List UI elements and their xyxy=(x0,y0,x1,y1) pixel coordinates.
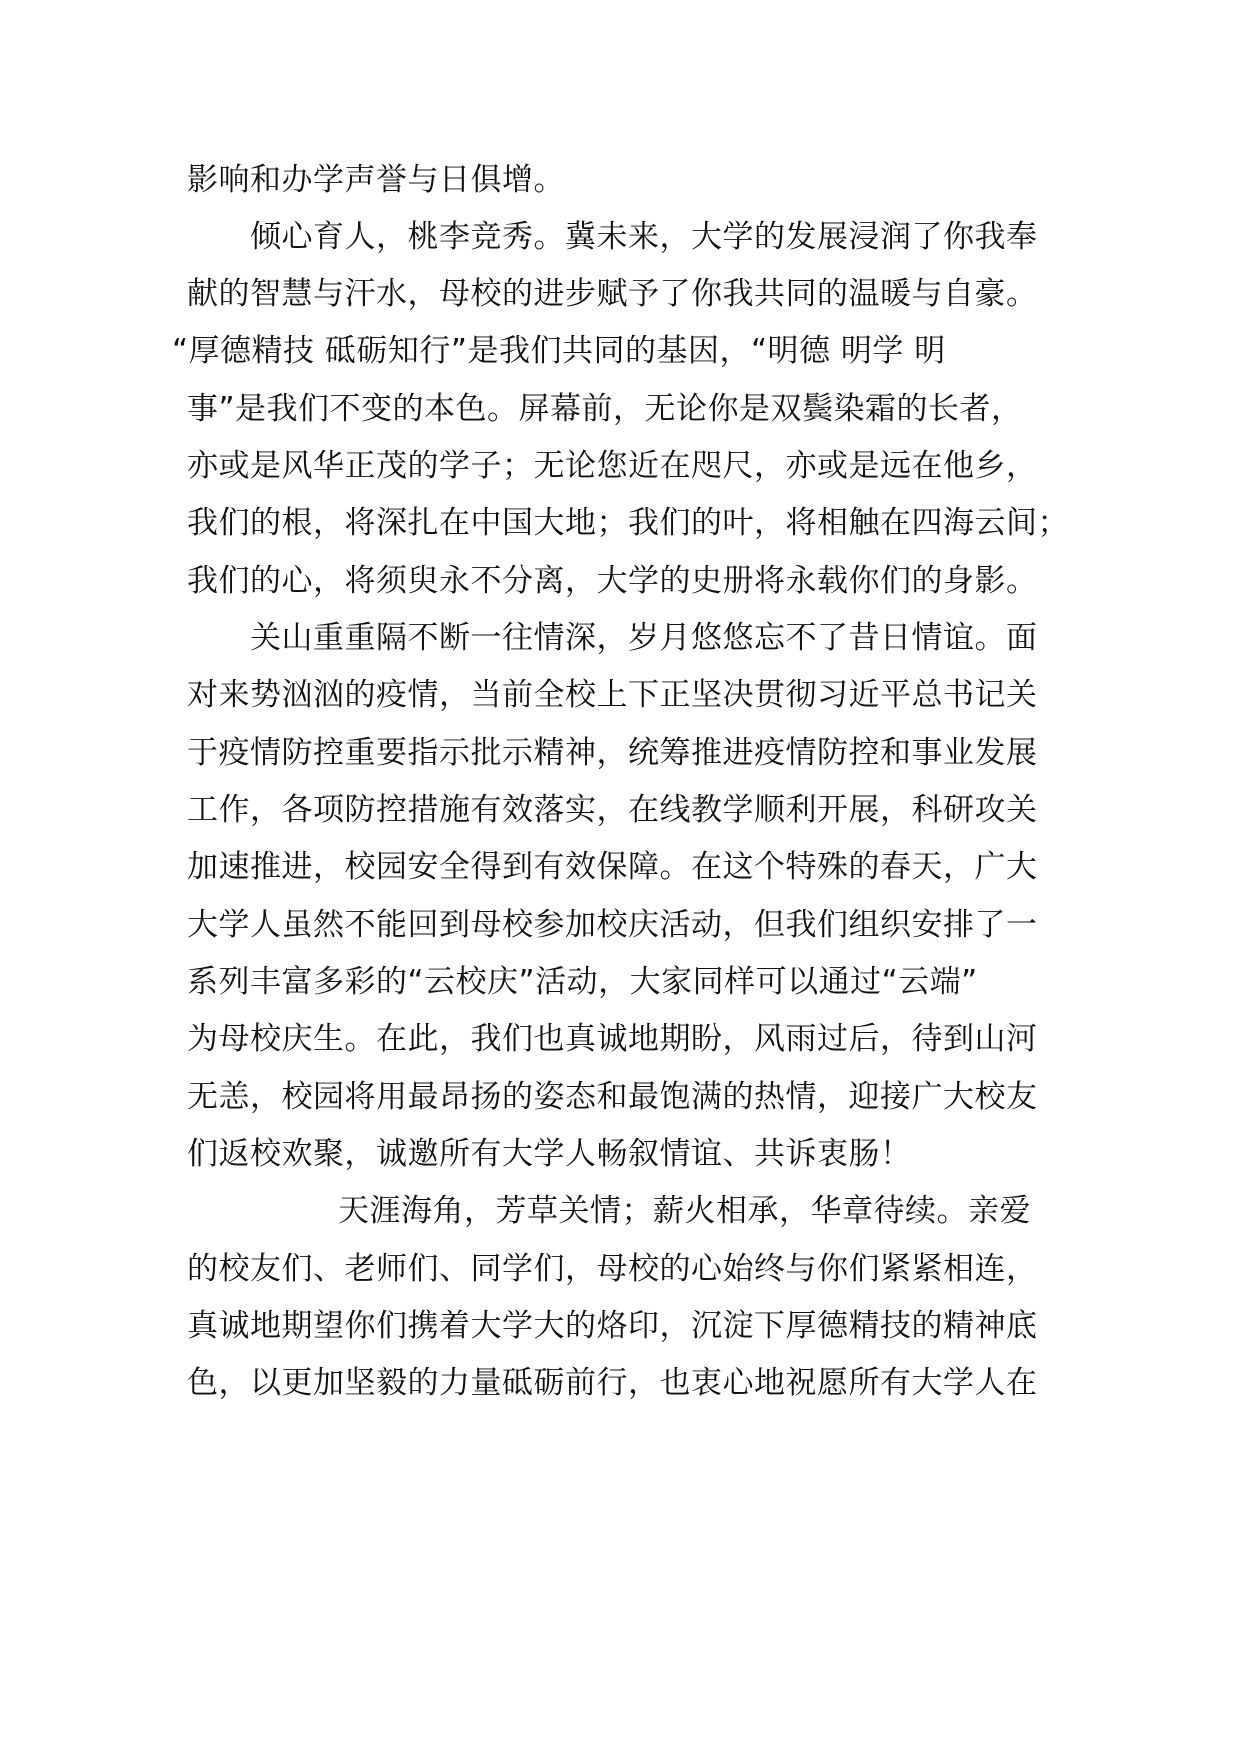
text-line: 大学人虽然不能回到母校参加校庆活动，但我们组织安排了一 xyxy=(187,907,1038,943)
text-line: 影响和办学声誉与日俱增。 xyxy=(187,162,565,198)
text-line: 我们的心，将须臾永不分离，大学的史册将永载你们的身影。 xyxy=(187,563,1038,599)
text-line: 工作，各项防控措施有效落实，在线教学顺利开展，科研攻关 xyxy=(187,792,1038,828)
text-line: 无恙，校园将用最昂扬的姿态和最饱满的热情，迎接广大校友 xyxy=(187,1079,1038,1115)
text-line: 亦或是风华正茂的学子；无论您近在咫尺，亦或是远在他乡， xyxy=(187,448,1038,484)
text-line: 事”是我们不变的本色。屏幕前，无论你是双鬓染霜的长者， xyxy=(187,391,1023,427)
text-line: 的校友们、老师们、同学们，母校的心始终与你们紧紧相连， xyxy=(187,1251,1038,1287)
text-line: 为母校庆生。在此，我们也真诚地期盼，风雨过后，待到山河 xyxy=(187,1021,1038,1057)
text-line: 对来势汹汹的疫情，当前全校上下正坚决贯彻习近平总书记关 xyxy=(187,677,1038,713)
paragraph-first-line: 倾心育人，桃李竞秀。冀未来，大学的发展浸润了你我奉 xyxy=(250,219,1038,255)
paragraph-first-line: 关山重重隔不断一往情深，岁月悠悠忘不了昔日情谊。面 xyxy=(250,620,1038,656)
text-line: 加速推进，校园安全得到有效保障。在这个特殊的春天，广大 xyxy=(187,849,1038,885)
text-line: 系列丰富多彩的“云校庆”活动，大家同样可以通过“云端” xyxy=(187,964,978,1000)
text-line: 献的智慧与汗水，母校的进步赋予了你我共同的温暖与自豪。 xyxy=(187,276,1038,312)
text-line: 我们的根，将深扎在中国大地；我们的叶，将相触在四海云间； xyxy=(187,505,1069,541)
text-line: 们返校欢聚，诚邀所有大学人畅叙情谊、共诉衷肠！ xyxy=(187,1136,912,1172)
paragraph-first-line: 天涯海角，芳草关情；薪火相承，华章待续。亲爱 xyxy=(338,1193,1031,1229)
text-line: 于疫情防控重要指示批示精神，统筹推进疫情防控和事业发展 xyxy=(187,735,1038,771)
text-line: 真诚地期望你们携着大学大的烙印，沉淀下厚德精技的精神底 xyxy=(187,1308,1038,1344)
text-line: 色，以更加坚毅的力量砥砺前行，也衷心地祝愿所有大学人在 xyxy=(187,1365,1038,1401)
text-line: “厚德精技 砥砺知行”是我们共同的基因，“明德 明学 明 xyxy=(172,333,946,369)
